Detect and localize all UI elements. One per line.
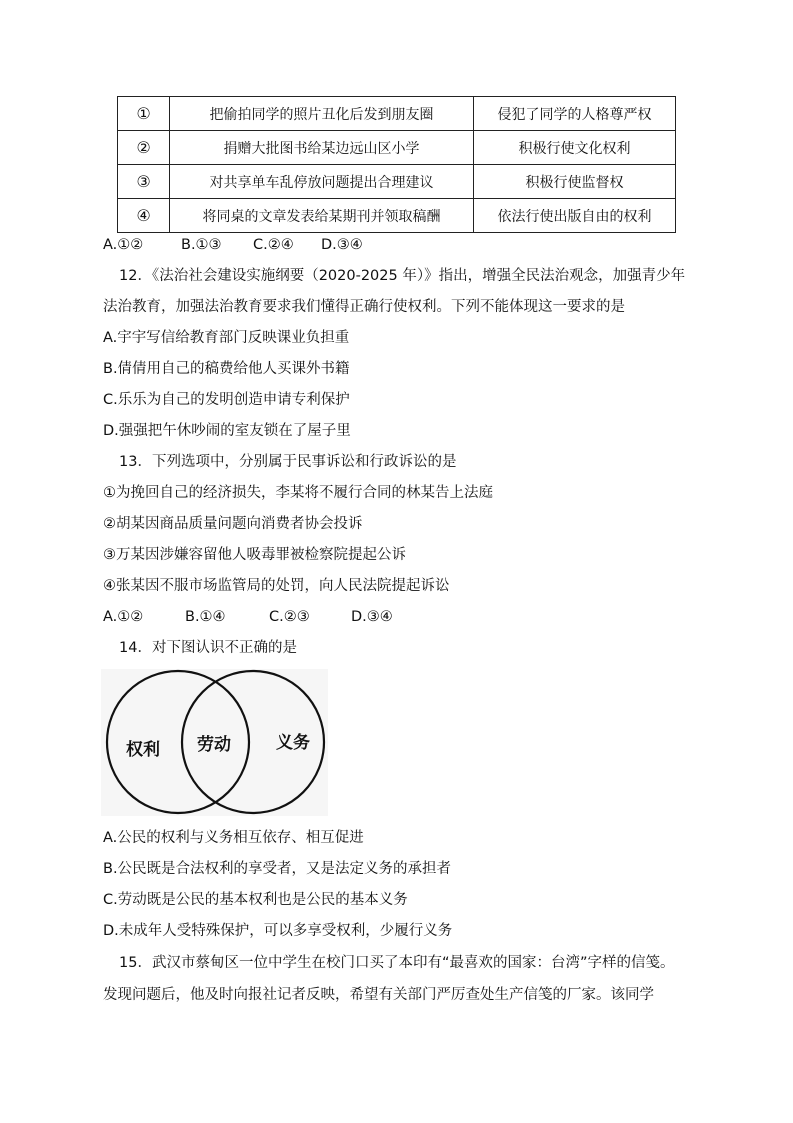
q15-stem-line2: 发现问题后，他及时向报社记者反映，希望有关部门严厉查处生产信笺的厂家。该同学 [103, 987, 654, 1003]
q14-option-d[interactable]: D.未成年人受特殊保护，可以多享受权利，少履行义务 [103, 923, 453, 939]
venn-label-rights: 权利 [126, 740, 160, 760]
row-action: 将同桌的文章发表给某期刊并领取稿酬 [170, 199, 474, 233]
q11-option-d[interactable]: D.③④ [321, 237, 363, 253]
venn-label-labor: 劳动 [197, 735, 231, 755]
q12-option-d[interactable]: D.强强把午休吵闹的室友锁在了屋子里 [103, 423, 351, 439]
q13-item-2: ②胡某因商品质量问题向消费者协会投诉 [103, 516, 363, 532]
row-judgement: 积极行使监督权 [474, 165, 676, 199]
q14-option-b[interactable]: B.公民既是合法权利的享受者，又是法定义务的承担者 [103, 861, 452, 877]
q15-stem-line1: 15．武汉市蔡甸区一位中学生在校门口买了本印有“最喜欢的国家：台湾”字样的信笺。 [119, 955, 675, 971]
q13-option-c[interactable]: C.②③ [269, 609, 310, 625]
q11-option-a[interactable]: A.①② [103, 237, 144, 253]
venn-label-duties: 义务 [276, 733, 310, 753]
q13-item-1: ①为挽回自己的经济损失，李某将不履行合同的林某告上法庭 [103, 485, 493, 501]
q14-stem: 14．对下图认识不正确的是 [119, 640, 297, 656]
q13-option-b[interactable]: B.①④ [185, 609, 226, 625]
q11-option-b[interactable]: B.①③ [181, 237, 222, 253]
row-number: ③ [118, 165, 170, 199]
row-action: 捐赠大批图书给某边远山区小学 [170, 131, 474, 165]
q12-stem-line2: 法治教育，加强法治教育要求我们懂得正确行使权利。下列不能体现这一要求的是 [103, 299, 625, 315]
row-judgement: 侵犯了同学的人格尊严权 [474, 97, 676, 131]
q13-stem: 13．下列选项中，分别属于民事诉讼和行政诉讼的是 [119, 454, 457, 470]
row-action: 对共享单车乱停放问题提出合理建议 [170, 165, 474, 199]
q13-item-3: ③万某因涉嫌容留他人吸毒罪被检察院提起公诉 [103, 547, 406, 563]
q13-option-d[interactable]: D.③④ [351, 609, 393, 625]
venn-diagram [101, 669, 328, 816]
row-number: ① [118, 97, 170, 131]
table-row [118, 199, 676, 233]
table-row [118, 165, 676, 199]
q13-item-4: ④张某因不服市场监管局的处罚，向人民法院提起诉讼 [103, 578, 450, 594]
row-judgement: 积极行使文化权利 [474, 131, 676, 165]
q11-options [103, 235, 363, 255]
q12-stem-line1: 12．《法治社会建设实施纲要（2020-2025 年）》指出，增强全民法治观念，加强青少年 [119, 268, 686, 284]
q14-option-a[interactable]: A.公民的权利与义务相互依存、相互促进 [103, 830, 364, 846]
q13-options [103, 607, 393, 627]
q11-option-c[interactable]: C.②④ [253, 237, 294, 253]
q13-option-a[interactable]: A.①② [103, 609, 144, 625]
q11-table [117, 96, 676, 233]
table-row [118, 97, 676, 131]
q14-option-c[interactable]: C.劳动既是公民的基本权利也是公民的基本义务 [103, 892, 408, 908]
q12-option-a[interactable]: A.宇宇写信给教育部门反映课业负担重 [103, 330, 350, 346]
row-judgement: 依法行使出版自由的权利 [474, 199, 676, 233]
row-number: ④ [118, 199, 170, 233]
q12-option-c[interactable]: C.乐乐为自己的发明创造申请专利保护 [103, 392, 350, 408]
table-row [118, 131, 676, 165]
row-action: 把偷拍同学的照片丑化后发到朋友圈 [170, 97, 474, 131]
q12-option-b[interactable]: B.倩倩用自己的稿费给他人买课外书籍 [103, 361, 350, 377]
row-number: ② [118, 131, 170, 165]
